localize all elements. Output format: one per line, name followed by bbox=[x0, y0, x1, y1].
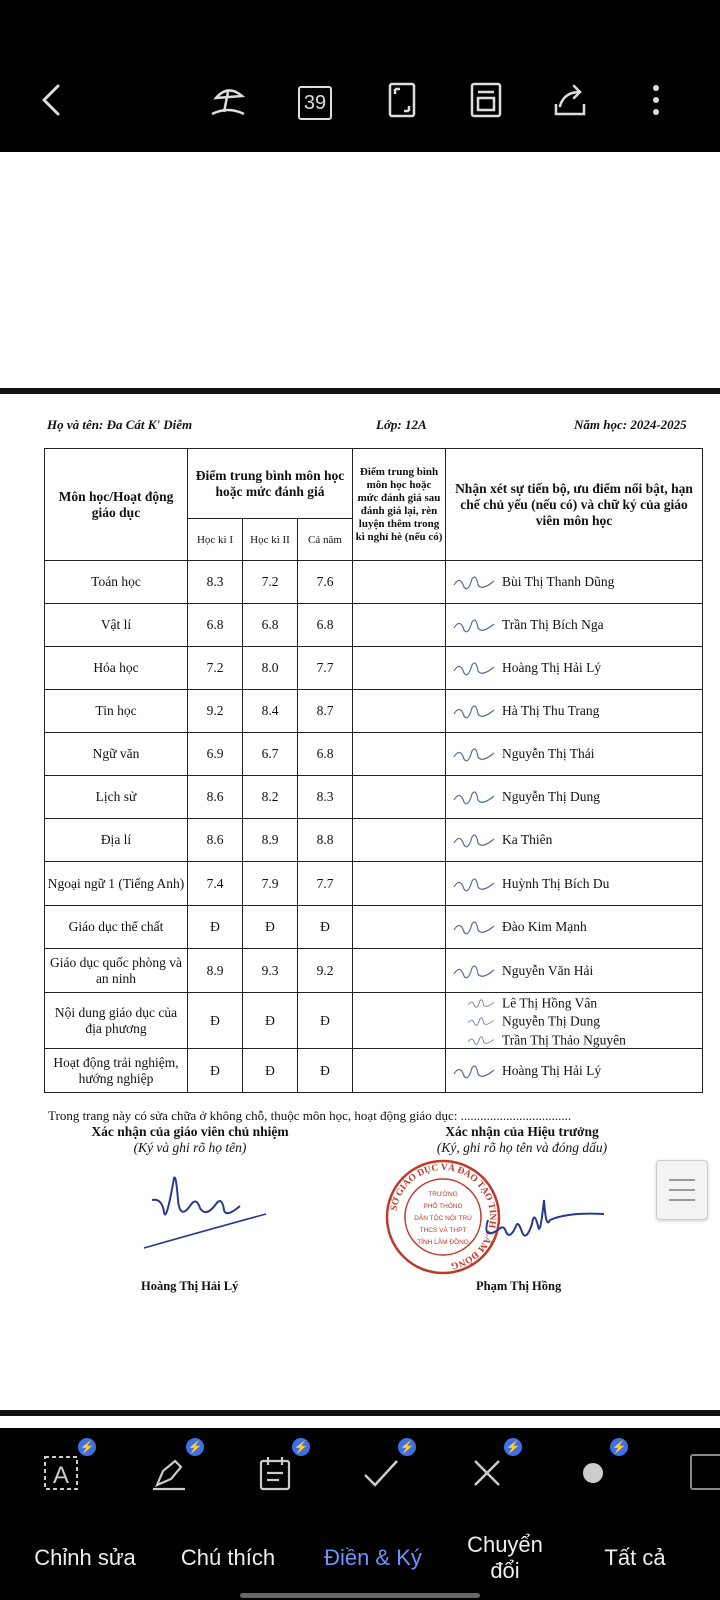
table-row bbox=[45, 906, 703, 949]
stamp-line: PHỔ THÔNG bbox=[423, 1203, 463, 1210]
header-subject: Môn học/Hoạt động giáo dục bbox=[45, 449, 188, 561]
teacher-signature-line bbox=[452, 873, 700, 895]
retest-cell bbox=[353, 561, 446, 604]
header-comment: Nhận xét sự tiến bộ, ưu điểm nổi bật, hạn chế chủ yếu (nếu có) và chữ ký của giáo viên môn học bbox=[446, 449, 703, 561]
teacher-signature-line bbox=[452, 1060, 700, 1082]
retest-cell bbox=[353, 604, 446, 647]
teacher-cell bbox=[446, 1049, 703, 1093]
year-score-cell: 7.7 bbox=[298, 647, 353, 690]
table-row bbox=[45, 1049, 703, 1093]
teacher-cell bbox=[446, 819, 703, 862]
teacher-signature bbox=[452, 700, 496, 722]
teacher-name: Bùi Thị Thanh Dũng bbox=[502, 574, 615, 589]
sem1-score-cell: 6.9 bbox=[188, 733, 243, 776]
page-divider bbox=[0, 1410, 720, 1416]
share-icon[interactable] bbox=[548, 78, 592, 122]
table-row bbox=[45, 733, 703, 776]
teacher-name: Nguyễn Thị Dung bbox=[502, 789, 600, 804]
premium-badge-icon: ⚡ bbox=[187, 1440, 203, 1454]
retest-cell bbox=[353, 1049, 446, 1093]
teacher-signature bbox=[452, 614, 496, 636]
back-icon[interactable] bbox=[30, 78, 74, 122]
teacher-signature bbox=[452, 873, 496, 895]
check-icon[interactable] bbox=[354, 1440, 415, 1500]
year-score-cell: Đ bbox=[298, 906, 353, 949]
teacher-signature-line bbox=[452, 1011, 700, 1029]
sem2-score-cell: Đ bbox=[243, 1049, 298, 1093]
sem1-score-cell: 8.3 bbox=[188, 561, 243, 604]
teacher-signature bbox=[452, 829, 496, 851]
sem2-score-cell: Đ bbox=[243, 993, 298, 1049]
teacher-signature bbox=[452, 571, 496, 593]
premium-badge-icon: ⚡ bbox=[293, 1440, 309, 1454]
sem1-score-cell: 9.2 bbox=[188, 690, 243, 733]
teacher-cell bbox=[446, 993, 703, 1049]
teacher-cell bbox=[446, 776, 703, 819]
teacher-signature bbox=[452, 960, 496, 982]
teacher-name: Lê Thị Hồng Vân bbox=[502, 995, 598, 1011]
table-row bbox=[45, 690, 703, 733]
svg-text:A: A bbox=[52, 1462, 70, 1489]
premium-badge-icon: ⚡ bbox=[611, 1440, 627, 1454]
teacher-signature bbox=[452, 1060, 496, 1082]
teacher-signature bbox=[452, 657, 496, 679]
teacher-signature bbox=[466, 1033, 496, 1047]
stamp-ring-text: SỞ GIÁO DỤC VÀ ĐÀO TẠO TỈNH LÂM ĐỒNG bbox=[389, 1162, 498, 1271]
teacher-signature-line bbox=[452, 829, 700, 851]
bottom-tab-bar bbox=[0, 1516, 720, 1600]
table-row bbox=[45, 561, 703, 604]
teacher-name: Hoàng Thị Hải Lý bbox=[502, 660, 602, 675]
retest-cell bbox=[353, 862, 446, 906]
subject-cell: Lịch sử bbox=[45, 776, 188, 819]
stamp-line: TRƯỜNG bbox=[428, 1191, 458, 1198]
teacher-signature-line bbox=[452, 700, 700, 722]
year-score-cell: Đ bbox=[298, 1049, 353, 1093]
more-icon[interactable] bbox=[634, 78, 678, 122]
teacher-signature-line bbox=[452, 1030, 700, 1048]
teacher-signature bbox=[452, 743, 496, 765]
premium-badge-icon: ⚡ bbox=[505, 1440, 521, 1454]
sem1-score-cell: 7.2 bbox=[188, 647, 243, 690]
year-score-cell: 7.7 bbox=[298, 862, 353, 906]
sem1-score-cell: 8.6 bbox=[188, 819, 243, 862]
grades-table bbox=[44, 448, 703, 1093]
reading-mode-icon[interactable] bbox=[206, 78, 250, 122]
teacher-signature bbox=[452, 786, 496, 808]
teacher-signature-line bbox=[452, 571, 700, 593]
teacher-cell bbox=[446, 949, 703, 993]
teacher-cell bbox=[446, 561, 703, 604]
principal-signature bbox=[478, 1190, 608, 1250]
sem1-score-cell: 8.9 bbox=[188, 949, 243, 993]
year-score-cell: 8.8 bbox=[298, 819, 353, 862]
teacher-signature-line bbox=[452, 786, 700, 808]
retest-cell bbox=[353, 733, 446, 776]
year-score-cell: 6.8 bbox=[298, 604, 353, 647]
teacher-signature bbox=[452, 916, 496, 938]
tab-fill-sign[interactable]: Điền & Ký bbox=[324, 1545, 422, 1570]
subject-cell: Ngoại ngữ 1 (Tiếng Anh) bbox=[45, 862, 188, 906]
sem1-score-cell: 6.8 bbox=[188, 604, 243, 647]
year-score-cell: 8.7 bbox=[298, 690, 353, 733]
scroll-handle[interactable] bbox=[656, 1160, 708, 1220]
teacher-name: Hoàng Thị Hải Lý bbox=[502, 1062, 602, 1078]
top-app-bar bbox=[0, 0, 720, 152]
teacher-cell bbox=[446, 906, 703, 949]
header-sem1: Học kì I bbox=[188, 519, 243, 561]
teacher-name: Nguyễn Thị Thái bbox=[502, 746, 595, 761]
subject-cell: Nội dung giáo dục của địa phương bbox=[45, 993, 188, 1049]
sem1-score-cell: Đ bbox=[188, 1049, 243, 1093]
retest-cell bbox=[353, 690, 446, 733]
teacher-signature-line bbox=[452, 916, 700, 938]
teacher-name: Huỳnh Thị Bích Du bbox=[502, 875, 610, 891]
teacher-signature-line bbox=[452, 993, 700, 1011]
correction-note: Trong trang này có sửa chữa ở không chỗ, thuộc môn học, hoạt động giáo dục: .................................. bbox=[48, 1108, 572, 1123]
homeroom-title: Xác nhận của giáo viên chủ nhiệm bbox=[91, 1124, 289, 1139]
text-box-icon[interactable] bbox=[34, 1440, 95, 1500]
teacher-signature-line bbox=[452, 657, 700, 679]
fit-page-icon[interactable] bbox=[380, 78, 424, 122]
table-row bbox=[45, 949, 703, 993]
sem2-score-cell: 8.2 bbox=[243, 776, 298, 819]
table-row bbox=[45, 647, 703, 690]
teacher-signature-line bbox=[452, 743, 700, 765]
teacher-cell bbox=[446, 733, 703, 776]
dot-icon[interactable] bbox=[566, 1440, 627, 1500]
header-sem2: Học kì II bbox=[243, 519, 298, 561]
sem2-score-cell: 8.0 bbox=[243, 647, 298, 690]
fill-sign-toolbar bbox=[0, 1428, 720, 1516]
teacher-name: Trần Thị Thảo Nguyên bbox=[502, 1032, 626, 1048]
subject-cell: Vật lí bbox=[45, 604, 188, 647]
page-layout-icon[interactable] bbox=[464, 78, 508, 122]
sem2-score-cell: 6.8 bbox=[243, 604, 298, 647]
header-average: Điểm trung bình môn học hoặc mức đánh giá bbox=[188, 449, 353, 519]
teacher-name: Ka Thiên bbox=[502, 832, 553, 847]
subject-cell: Giáo dục thể chất bbox=[45, 906, 188, 949]
class-name: Lớp: 12A bbox=[376, 417, 427, 432]
sem1-score-cell: 7.4 bbox=[188, 862, 243, 906]
homeroom-signer-name: Hoàng Thị Hải Lý bbox=[141, 1279, 239, 1293]
sem2-score-cell: 6.7 bbox=[243, 733, 298, 776]
subject-cell: Hóa học bbox=[45, 647, 188, 690]
teacher-cell bbox=[446, 862, 703, 906]
table-row bbox=[45, 776, 703, 819]
tab-annotate[interactable]: Chú thích bbox=[180, 1545, 276, 1570]
teacher-cell bbox=[446, 690, 703, 733]
teacher-signature-line bbox=[452, 960, 700, 982]
pen-sign-icon[interactable] bbox=[142, 1440, 203, 1500]
stamp-line: THCS VÀ THPT bbox=[419, 1227, 467, 1234]
tab-convert[interactable]: Chuyển đổi bbox=[467, 1532, 543, 1583]
homeroom-confirmation bbox=[60, 1124, 320, 1156]
sem1-score-cell: 8.6 bbox=[188, 776, 243, 819]
premium-badge-icon: ⚡ bbox=[79, 1440, 95, 1454]
table-row bbox=[45, 819, 703, 862]
page-count-icon[interactable]: 39 bbox=[298, 86, 332, 120]
premium-badge-icon: ⚡ bbox=[399, 1440, 415, 1454]
teacher-signature bbox=[466, 996, 496, 1010]
teacher-name: Nguyễn Văn Hải bbox=[502, 962, 594, 978]
retest-cell bbox=[353, 949, 446, 993]
subject-cell: Tin học bbox=[45, 690, 188, 733]
sem1-score-cell: Đ bbox=[188, 993, 243, 1049]
year-score-cell: 6.8 bbox=[298, 733, 353, 776]
teacher-cell bbox=[446, 604, 703, 647]
tab-all[interactable]: Tất cả bbox=[604, 1545, 666, 1570]
date-icon[interactable] bbox=[248, 1440, 309, 1500]
tab-edit[interactable]: Chỉnh sửa bbox=[34, 1545, 136, 1570]
header-year: Cả năm bbox=[298, 519, 353, 561]
cross-icon[interactable] bbox=[460, 1440, 521, 1500]
teacher-name: Hà Thị Thu Trang bbox=[502, 703, 600, 718]
home-indicator bbox=[240, 1593, 480, 1598]
principal-sub: (Ký, ghi rõ họ tên và đóng dấu) bbox=[436, 1140, 608, 1155]
subject-cell: Địa lí bbox=[45, 819, 188, 862]
table-row bbox=[45, 862, 703, 906]
retest-cell bbox=[353, 776, 446, 819]
student-name: Họ và tên: Đa Cát K' Diễm bbox=[47, 417, 193, 432]
subject-cell: Ngữ văn bbox=[45, 733, 188, 776]
teacher-cell bbox=[446, 647, 703, 690]
page-divider bbox=[0, 388, 720, 394]
school-year: Năm học: 2024-2025 bbox=[574, 417, 687, 432]
year-score-cell: 8.3 bbox=[298, 776, 353, 819]
year-score-cell: 9.2 bbox=[298, 949, 353, 993]
principal-signer-name: Phạm Thị Hồng bbox=[476, 1279, 562, 1293]
sem2-score-cell: 8.9 bbox=[243, 819, 298, 862]
sem2-score-cell: 7.9 bbox=[243, 862, 298, 906]
teacher-name: Đào Kim Mạnh bbox=[502, 919, 587, 934]
homeroom-signature bbox=[140, 1170, 270, 1252]
teacher-name: Trần Thị Bích Nga bbox=[502, 617, 604, 632]
sem2-score-cell: 8.4 bbox=[243, 690, 298, 733]
subject-cell: Giáo dục quốc phòng và an ninh bbox=[45, 949, 188, 993]
homeroom-sub: (Ký và ghi rõ họ tên) bbox=[133, 1140, 247, 1155]
table-row bbox=[45, 993, 703, 1049]
teacher-name: Nguyễn Thị Dung bbox=[502, 1013, 600, 1029]
year-score-cell: 7.6 bbox=[298, 561, 353, 604]
teacher-signature-line bbox=[452, 614, 700, 636]
stamp-line: DÂN TỘC NỘI TRÚ bbox=[414, 1215, 472, 1222]
subject-cell: Hoạt động trải nghiệm, hướng nghiệp bbox=[45, 1049, 188, 1093]
table-row bbox=[45, 604, 703, 647]
sem2-score-cell: Đ bbox=[243, 906, 298, 949]
sem2-score-cell: 7.2 bbox=[243, 561, 298, 604]
more-tools-icon[interactable] bbox=[690, 1454, 720, 1490]
retest-cell bbox=[353, 647, 446, 690]
year-score-cell: Đ bbox=[298, 993, 353, 1049]
header-retest: Điểm trung bình môn học hoặc mức đánh giá sau đánh giá lại, rèn luyện thêm trong kì nghỉ hè (nếu có) bbox=[353, 449, 446, 561]
retest-cell bbox=[353, 906, 446, 949]
stamp-line: TỈNH LÂM ĐỒNG bbox=[417, 1239, 469, 1246]
sem2-score-cell: 9.3 bbox=[243, 949, 298, 993]
principal-title: Xác nhận của Hiệu trưởng bbox=[445, 1124, 599, 1139]
principal-confirmation bbox=[402, 1124, 642, 1156]
retest-cell bbox=[353, 993, 446, 1049]
subject-cell: Toán học bbox=[45, 561, 188, 604]
teacher-signature bbox=[466, 1014, 496, 1028]
retest-cell bbox=[353, 819, 446, 862]
sem1-score-cell: Đ bbox=[188, 906, 243, 949]
